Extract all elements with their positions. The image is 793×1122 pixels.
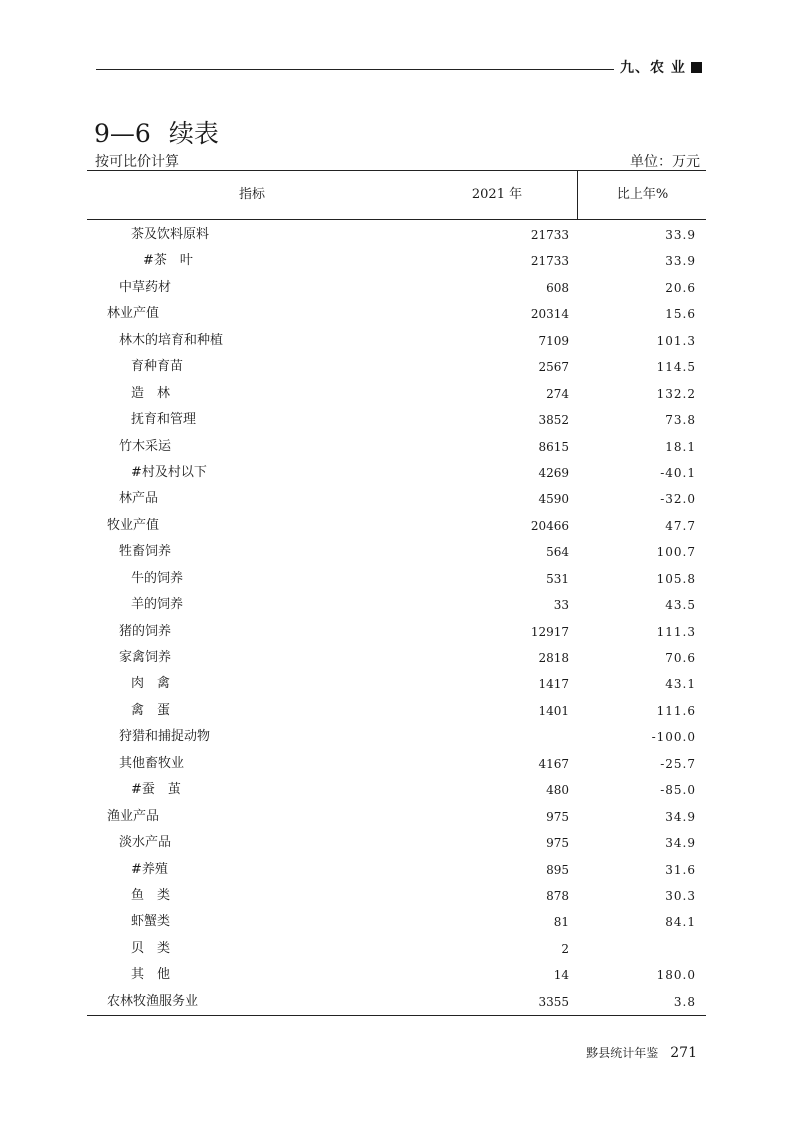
table-continued-label: 续表 [168,119,219,148]
row-indicator: #村及村以下 [131,464,207,480]
table-row [87,539,706,565]
row-growth-pct: 20.6 [665,280,696,295]
table-row [87,566,706,592]
row-value-2021: 14 [553,968,569,983]
table-row [87,671,706,697]
row-value-2021: 7109 [538,333,569,348]
row-indicator: 鱼 类 [131,887,171,903]
row-indicator: 羊的饲养 [131,597,184,613]
header-growth: 比上年% [577,171,707,219]
row-growth-pct: -100.0 [651,730,696,745]
yearbook-name: 黟县统计年鉴 [586,1046,659,1060]
table-row [87,989,706,1015]
row-growth-pct: 18.1 [665,439,696,454]
chapter-square-icon [691,62,702,73]
row-growth-pct: 73.8 [665,413,696,428]
table-row [87,751,706,777]
header-rule [96,69,614,70]
row-indicator: 牲畜饲养 [119,544,172,560]
table-row [87,460,706,486]
table-row [87,909,706,935]
page-footer [586,1044,697,1061]
table-row [87,936,706,962]
page-number: 271 [670,1045,697,1061]
row-value-2021: 20466 [530,518,569,533]
row-indicator: 虾蟹类 [131,914,171,930]
row-value-2021: 895 [546,862,569,877]
row-value-2021: 608 [546,280,569,295]
calculation-basis-note: 按可比价计算 [95,154,179,170]
row-value-2021: 20314 [530,307,569,322]
row-indicator: #茶 叶 [143,253,193,269]
chapter-heading [620,57,702,77]
row-indicator: 中草药材 [119,279,172,295]
header-year: 2021 年 [471,187,523,202]
table-header [87,170,706,220]
row-indicator: 农林牧渔服务业 [107,993,199,1009]
row-indicator: #养殖 [131,861,168,877]
row-growth-pct: 111.6 [656,703,696,718]
header-indicator: 指标 [238,187,265,202]
row-value-2021: 975 [546,809,569,824]
row-indicator: 渔业产品 [107,808,160,824]
data-table [87,170,706,1016]
row-growth-pct: -25.7 [660,756,696,771]
row-growth-pct: 47.7 [665,518,696,533]
table-row [87,857,706,883]
row-indicator: 家禽饲养 [119,650,172,665]
row-indicator: #蚕 茧 [131,782,181,798]
row-value-2021: 1417 [538,677,569,692]
row-indicator: 其他畜牧业 [119,755,185,771]
row-value-2021: 12917 [530,624,569,639]
row-growth-pct: 33.9 [665,254,696,269]
table-row [87,645,706,671]
row-value-2021: 3852 [538,413,569,428]
row-indicator: 育种育苗 [131,359,184,375]
row-indicator: 林产品 [119,491,159,507]
table-row [87,619,706,645]
table-row [87,592,706,618]
row-value-2021: 21733 [530,254,569,269]
row-indicator: 林业产值 [107,306,160,322]
row-value-2021: 975 [546,836,569,851]
row-value-2021: 21733 [530,228,569,242]
table-row [87,513,706,539]
row-growth-pct: 111.3 [656,624,696,639]
row-growth-pct: 3.8 [673,994,696,1009]
row-growth-pct: 30.3 [665,888,696,903]
row-indicator: 牧业产值 [107,517,160,533]
row-indicator: 林木的培育和种植 [119,332,224,348]
row-value-2021: 2818 [538,651,569,665]
row-value-2021: 8615 [538,439,569,454]
unit-note: 单位：万元 [630,154,700,170]
row-growth-pct: 43.1 [665,677,696,692]
row-indicator: 猪的饲养 [119,623,172,639]
row-growth-pct: 114.5 [656,360,696,375]
row-value-2021: 4269 [538,465,569,480]
table-row [87,328,706,354]
table-row [87,486,706,512]
row-value-2021: 33 [553,598,569,613]
row-growth-pct: 31.6 [665,862,696,877]
row-value-2021: 531 [546,571,569,586]
row-growth-pct: 70.6 [665,651,696,665]
table-row [87,381,706,407]
row-indicator: 其 他 [131,967,171,983]
row-growth-pct: 100.7 [656,545,696,560]
row-growth-pct: -40.1 [660,465,696,480]
table-row [87,830,706,856]
row-indicator: 竹木采运 [119,438,172,454]
row-value-2021: 564 [546,545,569,560]
table-row [87,354,706,380]
table-row [87,724,706,750]
table-row [87,962,706,988]
row-value-2021: 4167 [538,756,569,771]
table-number: 9—6 [94,119,151,148]
row-indicator: 肉 禽 [131,676,171,692]
chapter-label: 九、农 业 [620,60,686,76]
table-row [87,434,706,460]
row-growth-pct: 132.2 [656,386,696,401]
row-growth-pct: -85.0 [660,783,696,798]
table-row [87,883,706,909]
row-growth-pct: 105.8 [656,571,696,586]
row-value-2021: 2 [561,941,569,956]
row-value-2021: 4590 [538,492,569,507]
table-row [87,248,706,274]
row-growth-pct: 15.6 [665,307,696,322]
row-growth-pct: 43.5 [665,598,696,613]
table-row [87,777,706,803]
row-growth-pct: 101.3 [656,333,696,348]
row-value-2021: 878 [546,888,569,903]
row-value-2021: 480 [546,783,569,798]
row-indicator: 狩猎和捕捉动物 [119,729,211,745]
row-indicator: 牛的饲养 [131,570,184,586]
row-growth-pct: 34.9 [665,809,696,824]
row-value-2021: 2567 [538,360,569,375]
row-growth-pct: -32.0 [660,492,696,507]
table-row [87,222,706,248]
row-growth-pct: 180.0 [656,968,696,983]
row-indicator: 贝 类 [131,940,171,956]
table-row [87,301,706,327]
row-indicator: 淡水产品 [119,835,172,851]
row-value-2021: 1401 [538,703,569,718]
row-growth-pct: 33.9 [665,228,696,242]
table-row [87,407,706,433]
table-row [87,275,706,301]
row-value-2021: 81 [553,915,569,930]
row-indicator: 造 林 [131,385,171,401]
row-indicator: 抚育和管理 [131,412,197,428]
row-growth-pct: 84.1 [665,915,696,930]
row-indicator: 茶及饮料原料 [131,227,210,242]
table-row [87,698,706,724]
row-growth-pct: 34.9 [665,836,696,851]
table-body [87,220,706,1016]
row-value-2021: 3355 [538,994,569,1009]
table-title [94,114,219,150]
row-value-2021: 274 [546,386,569,401]
row-indicator: 禽 蛋 [131,702,171,718]
table-row [87,804,706,830]
